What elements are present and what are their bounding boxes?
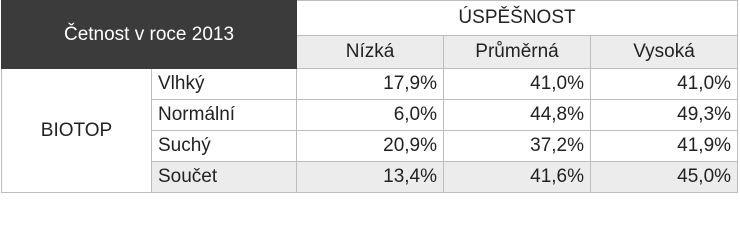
row-label-dry: Suchý [152, 131, 297, 162]
row-label-total: Součet [152, 162, 297, 193]
frequency-table [1, 0, 738, 193]
cell-dry-average: 37,2% [444, 131, 591, 162]
cell-wet-average: 41,0% [444, 69, 591, 100]
corner-header: Četnost v roce 2013 [2, 1, 297, 69]
column-header-low: Nízká [297, 36, 444, 69]
row-label-wet: Vlhký [152, 69, 297, 100]
header-row-group [2, 1, 738, 36]
cell-dry-low: 20,9% [297, 131, 444, 162]
cell-normal-average: 44,8% [444, 100, 591, 131]
cell-wet-low: 17,9% [297, 69, 444, 100]
table-row [2, 69, 738, 100]
cell-normal-low: 6,0% [297, 100, 444, 131]
cell-total-low: 13,4% [297, 162, 444, 193]
cell-total-high: 45,0% [591, 162, 738, 193]
cell-dry-high: 41,9% [591, 131, 738, 162]
success-group-header: ÚSPĚŠNOST [297, 1, 738, 36]
cell-total-average: 41,6% [444, 162, 591, 193]
column-header-average: Průměrná [444, 36, 591, 69]
cell-normal-high: 49,3% [591, 100, 738, 131]
cell-wet-high: 41,0% [591, 69, 738, 100]
row-label-normal: Normální [152, 100, 297, 131]
row-group-label: BIOTOP [2, 69, 152, 193]
column-header-high: Vysoká [591, 36, 738, 69]
